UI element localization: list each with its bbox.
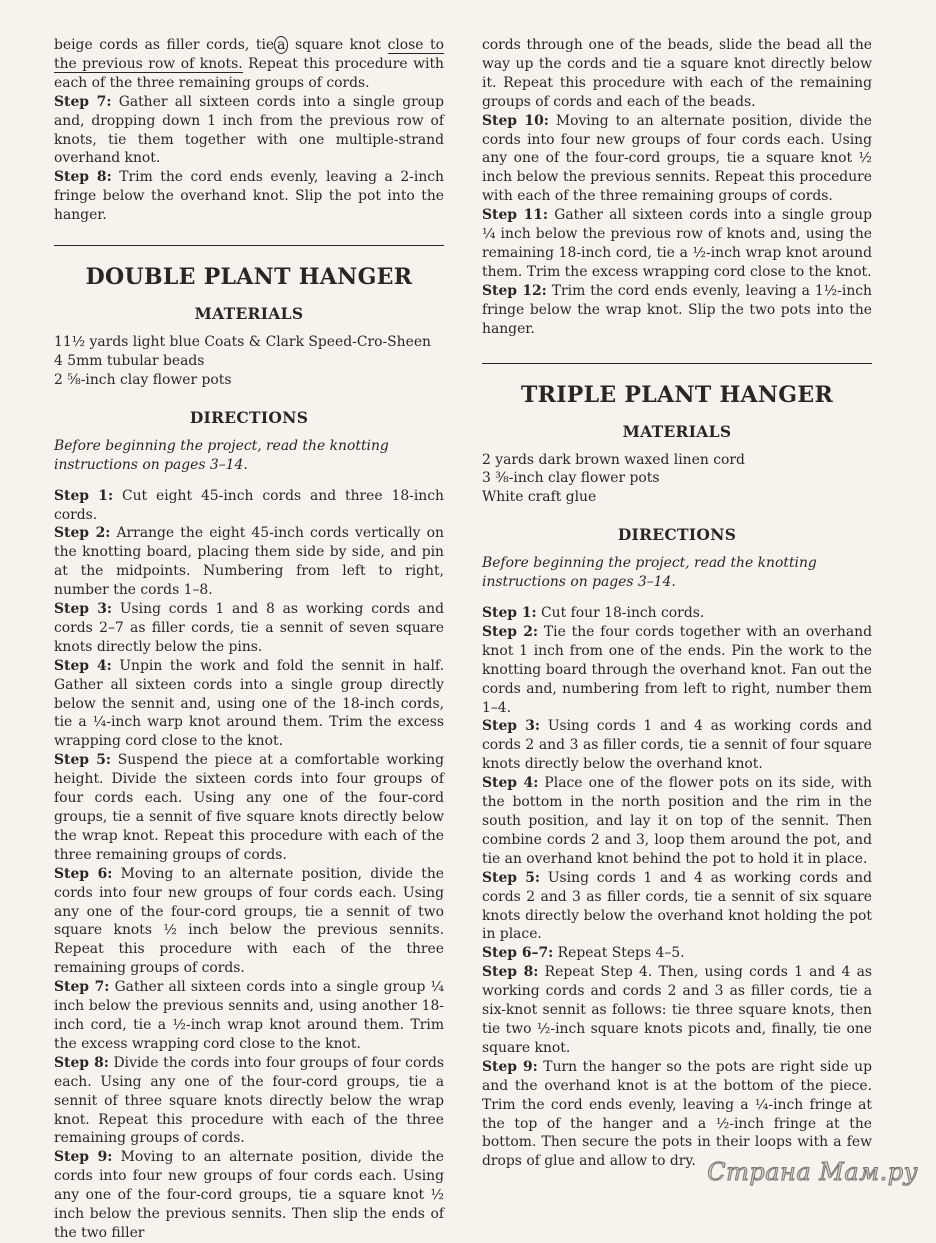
materials-item: 2 yards dark brown waxed linen cord: [482, 451, 745, 468]
step-label: Step 11:: [482, 207, 549, 224]
step-label: Step 2:: [54, 525, 111, 542]
continuation-paragraph: beige cords as filler cords, tie a square knot close to the previous row of knots. Repeat this procedure with each of the three remaining groups of cords.: [54, 37, 445, 91]
materials-heading: MATERIALS: [622, 421, 732, 441]
materials-item: 2 ⅝-inch clay flower pots: [54, 371, 232, 388]
step-paragraph: Step 7: Gather all sixteen cords into a single group ¼ inch below the previous sennits and, using another 18-inch cord, tie a ½-inch wrap knot around them. Trim the excess wrapping cord close to the knot.: [54, 979, 444, 1052]
step-paragraph: Step 12: Trim the cord ends evenly, leaving a 1½-inch fringe below the wrap knot. Slip the two pots into the hanger.: [482, 282, 872, 337]
underlined-phrase: close to the previous row of knots.: [54, 37, 445, 72]
circled-word: a: [274, 36, 288, 54]
step-paragraph: Step 8: Divide the cords into four groups of four cords each. Using any one of the four-cord groups, tie a sennit of three square knots directly below the wrap knot. Repeat this procedure with each of the three remaining groups of cords.: [54, 1054, 444, 1147]
step-paragraph: Step 5: Using cords 1 and 4 as working cords and cords 2 and 3 as filler cords, tie a sennit of six square knots directly below the overhand knot holding the pot in place.: [482, 869, 872, 943]
step-paragraph: Step 5: Suspend the piece at a comfortable working height. Divide the sixteen cords into four groups of four cords each. Using any one of the four-cord groups, tie a sennit of five square knots directly below the wrap knot. Repeat this procedure with each of the three remaining groups of cords.: [54, 752, 444, 863]
step-paragraph: Step 7: Gather all sixteen cords into a single group and, dropping down 1 inch from the previous row of knots, tie them together with one multiple-strand overhand knot.: [54, 93, 444, 167]
directions-heading: DIRECTIONS: [617, 525, 737, 545]
step-label: Step 7:: [54, 979, 110, 996]
materials-list: [482, 451, 872, 508]
step-label: Step 1:: [54, 487, 114, 504]
step-paragraph: Step 3: Using cords 1 and 8 as working cords and cords 2–7 as filler cords, tie a sennit of seven square knots directly below the pins.: [54, 601, 444, 655]
watermark: Страна Мам.ру: [707, 1158, 918, 1186]
step-paragraph: Step 4: Place one of the flower pots on its side, with the bottom in the north position and the rim in the south position, and lay it on top of the sennit. Then combine cords 2 and 3, loop them around the pot, and tie an overhand knot behind the pot to hold it in place.: [482, 775, 872, 867]
step-paragraph: Step 11: Gather all sixteen cords into a single group ¼ inch below the previous row of knots and, using the remaining 18-inch cord, tie a ½-inch wrap knot around them. Trim the excess wrapping cord close to the knot.: [482, 207, 872, 280]
step-label: Step 5:: [54, 752, 111, 769]
materials-item: 3 ⅜-inch clay flower pots: [482, 470, 660, 487]
step-label: Step 6:: [54, 865, 113, 882]
step-label: Step 4:: [54, 657, 112, 674]
step-label: Step 4:: [482, 775, 539, 792]
step-paragraph: Step 2: Arrange the eight 45-inch cords vertically on the knotting board, placing them side by side, and pin at the midpoints. Numbering from left to right, number the cords 1–8.: [54, 525, 444, 599]
step-label: Step 2:: [482, 623, 539, 640]
step-label: Step 8:: [54, 169, 112, 186]
left-continuation: [54, 36, 444, 225]
steps-list: [482, 604, 872, 1171]
directions-heading: DIRECTIONS: [189, 407, 309, 427]
directions-intro: Before beginning the project, read the knotting instructions on pages 3–14.: [54, 437, 389, 473]
step-paragraph: Step 9: Moving to an alternate position, divide the cords into four new groups of four cords each. Using any one of the four-cord groups, tie a square knot ½ inch below the previous sennits. Then slip the ends of the two filler: [54, 1149, 444, 1241]
step-paragraph: Step 9: Turn the hanger so the pots are right side up and the overhand knot is at the bottom of the piece. Trim the cord ends evenly, leaving a ¼-inch fringe at the top of the hanger and a ½-inch fringe at the bottom. Then secure the pots in their loops with a few drops of glue and allow to dry.: [482, 1058, 872, 1170]
continuation-paragraph: cords through one of the beads, slide the bead all the way up the cords and tie a square knot directly below it. Repeat this procedure with each of the remaining groups of cords and each of the beads.: [482, 37, 872, 110]
step-label: Step 10:: [482, 112, 549, 129]
materials-item: White craft glue: [482, 489, 597, 506]
step-paragraph: Step 6: Moving to an alternate position, divide the cords into four new groups of four cords each. Using any one of the four-cord groups, tie a sennit of two square knots ½ inch below the previous sennits. Repeat this procedure with each of the three remaining groups of cords.: [54, 865, 444, 977]
step-paragraph: Step 3: Using cords 1 and 4 as working cords and cords 2 and 3 as filler cords, tie a sennit of four square knots directly below the overhand knot.: [482, 718, 872, 773]
step-label: Step 8:: [482, 964, 539, 981]
step-label: Step 12:: [482, 282, 547, 299]
directions-intro: Before beginning the project, read the knotting instructions on pages 3–14.: [482, 555, 817, 591]
right-column: [482, 36, 872, 1171]
step-label: Step 8:: [54, 1054, 109, 1071]
left-column: [54, 36, 444, 1243]
steps-list: [54, 487, 444, 1243]
section-title: TRIPLE PLANT HANGER: [520, 381, 834, 408]
step-paragraph: Step 6–7: Repeat Steps 4–5.: [482, 945, 685, 962]
materials-item: 11½ yards light blue Coats & Clark Speed-Cro-Sheen: [54, 334, 432, 351]
step-label: Step 6–7:: [482, 945, 554, 962]
step-label: Step 5:: [482, 869, 541, 886]
section-title: DOUBLE PLANT HANGER: [85, 264, 413, 291]
step-label: Step 1:: [482, 605, 537, 622]
step-paragraph: Step 8: Trim the cord ends evenly, leaving a 2-inch fringe below the overhand knot. Slip the pot into the hanger.: [54, 169, 444, 224]
step-paragraph: Step 4: Unpin the work and fold the sennit in half. Gather all sixteen cords into a single group directly below the sennit and, using one of the 18-inch cords, tie a ¼-inch warp knot around them. Trim the excess wrapping cord close to the knot.: [54, 657, 444, 750]
materials-list: [54, 333, 444, 390]
step-label: Step 9:: [54, 1149, 113, 1166]
step-label: Step 7:: [54, 93, 112, 110]
section-divider: [54, 245, 444, 246]
step-paragraph: Step 2: Tie the four cords together with an overhand knot 1 inch from one of the ends. Pin the work to the knotting board through the overhand knot. Fan out the cords and, numbering from left to right, number them 1–4.: [482, 623, 872, 716]
section-divider: [482, 363, 872, 364]
materials-item: 4 5mm tubular beads: [54, 352, 205, 369]
step-paragraph: Step 8: Repeat Step 4. Then, using cords 1 and 4 as working cords and cords 2 and 3 as filler cords, tie a six-knot sennit as follows: tie three square knots, then tie two ½-inch square knots picots and, finally, tie one square knot.: [482, 964, 872, 1056]
step-paragraph: Step 10: Moving to an alternate position, divide the cords into four new groups of four cords each. Using any one of the four-cord groups, tie a square knot ½ inch below the previous sennits. Repeat this procedure with each of the three remaining groups of cords.: [482, 112, 872, 205]
materials-heading: MATERIALS: [194, 304, 304, 324]
step-label: Step 9:: [482, 1058, 538, 1075]
step-label: Step 3:: [54, 601, 113, 618]
step-label: Step 3:: [482, 718, 541, 735]
step-paragraph: Step 1: Cut four 18-inch cords.: [482, 605, 705, 622]
right-continuation: [482, 36, 872, 339]
step-paragraph: Step 1: Cut eight 45-inch cords and three 18-inch cords.: [54, 487, 444, 523]
